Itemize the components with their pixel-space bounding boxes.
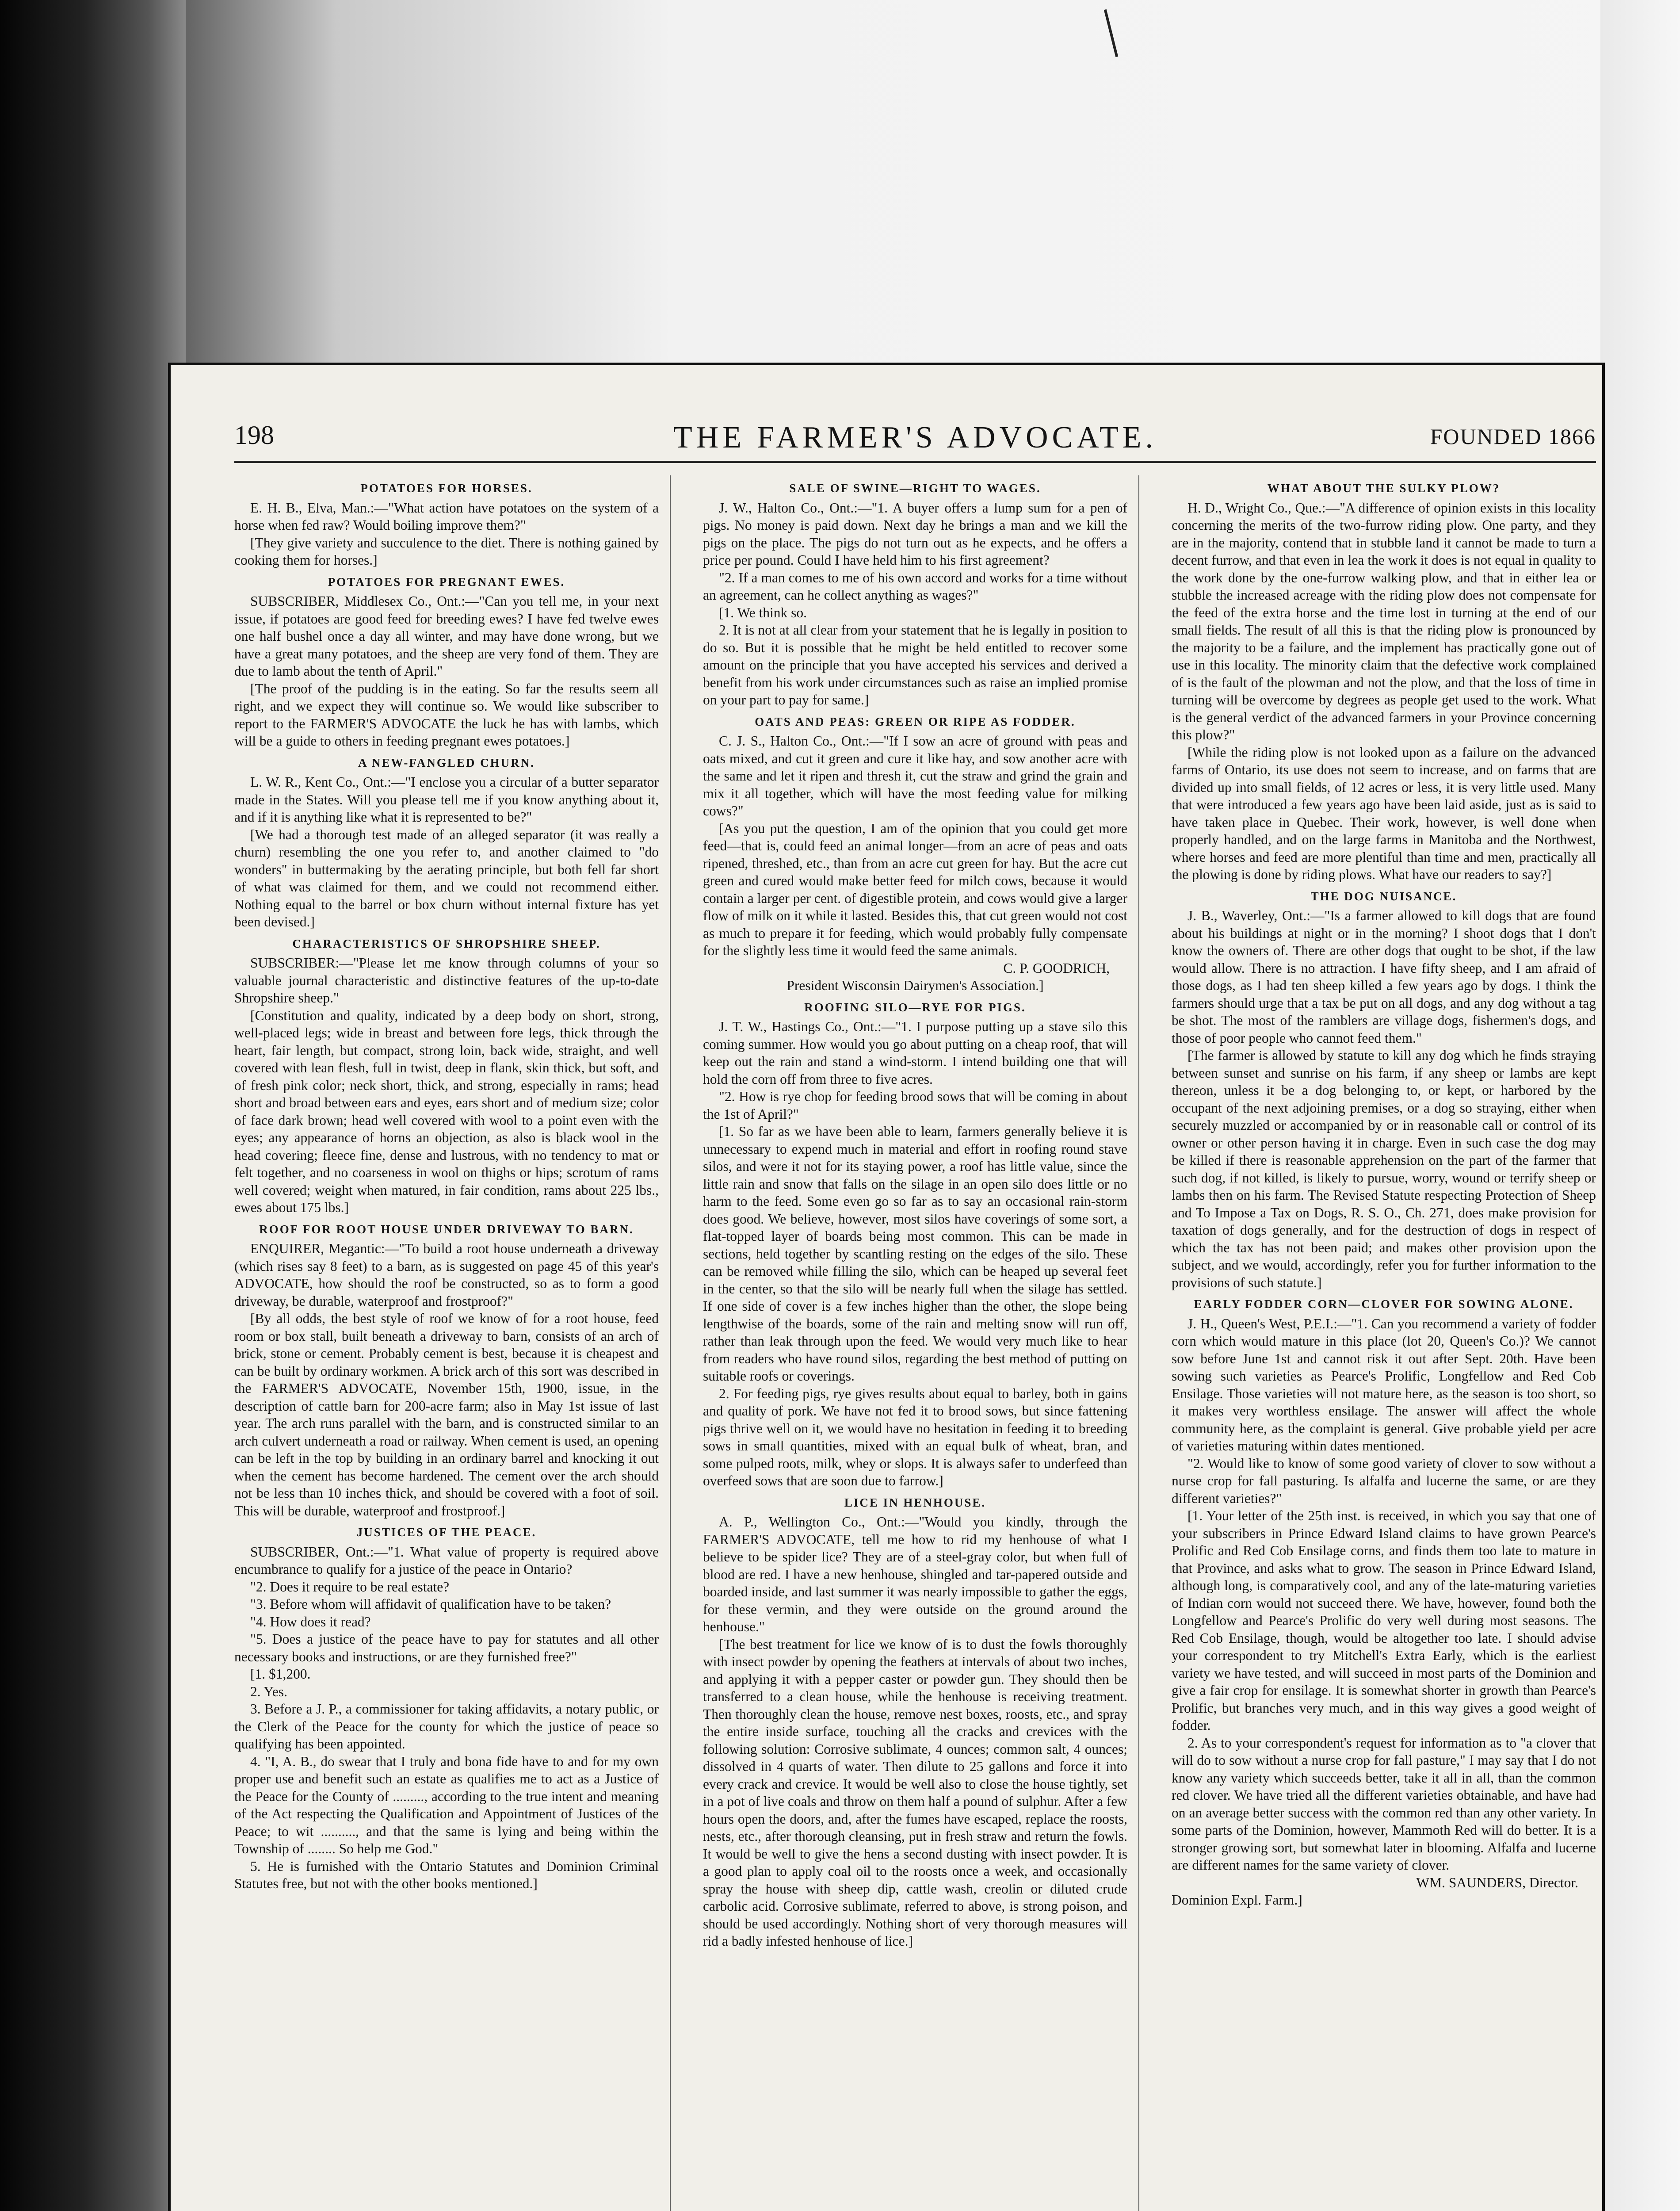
paragraph: J. B., Waverley, Ont.:—"Is a farmer allowed to kill dogs that are found about his buildings at night or in the morning? I shoot dogs that I don't know the owners of. There are other dogs that ought to be shot, if the law would allow. There is no attraction. I have fifty sheep, and I am afraid of those dogs, as I had ten sheep killed a few years ago by dogs. I think the farmers should urge that a tax be put on all dogs, and any dog without a tag be shot. The most of the ramblers are village dogs, fishermen's dogs, and those of poor people who cannot feed them." bbox=[1172, 908, 1596, 1046]
column-1 bbox=[234, 475, 659, 2211]
paragraph: SUBSCRIBER:—"Please let me know through columns of your so valuable journal characteristic and distinctive features of the up-to-date Shropshire sheep." bbox=[234, 955, 659, 1006]
signature: WM. SAUNDERS, Director. bbox=[1416, 1874, 1578, 1890]
paragraph: [The farmer is allowed by statute to kill any dog which he finds straying between sunset and sunrise on his farm, if any sheep or lambs are kept thereon, unless it be a dog belonging to, or kept, or harbored by the occupant of the next adjoining premises, or a dog so straying, either when securely muzzled or accompanied by or in reasonable call or control of its owner or other person having it in charge. Even in such case the dog may be killed if there is reasonable apprehension on the part of the farmer that such dog, if not killed, is likely to pursue, worry, wound or terrify sheep or lambs then on his farm. The Revised Statute respecting Protection of Sheep and To Impose a Tax on Dogs, R. S. O., Ch. 271, does make provision for taxation of dogs generally, and for the destruction of dogs in respect of which the tax has not been paid; and makes other provision upon the subject, and we would, accordingly, refer you for further information to the provisions of such statute.] bbox=[1172, 1048, 1596, 1290]
paragraph: "2. If a man comes to me of his own accord and works for a time without an agreement, can he collect anything as wages?" bbox=[703, 570, 1127, 603]
article-heading: JUSTICES OF THE PEACE. bbox=[356, 1526, 537, 1539]
article-heading: SALE OF SWINE—RIGHT TO WAGES. bbox=[789, 482, 1041, 495]
article-heading: ROOF FOR ROOT HOUSE UNDER DRIVEWAY TO BARN. bbox=[259, 1222, 634, 1236]
paragraph: [1. Your letter of the 25th inst. is received, in which you say that one of your subscribers in Prince Edward Island claims to have grown Pearce's Prolific and Red Cob Ensilage corns, and finds them too late to mature in that Province, and asks what to grow. The season in Prince Edward Island, although long, is comparatively cool, and any of the late-maturing varieties of Indian corn would not succeed there. We have, however, found both the Longfellow and Pearce's Prolific do very well during most seasons. The Red Cob Ensilage, though, would be altogether too late. I should advise your correspondent to try Mitchell's Extra Early, which is the earliest variety we have tested, and will succeed in most parts of the Dominion and give a fair crop for ensilage. It is somewhat shorter in growth than Pearce's Prolific, but branches very much, and in this way gives a good weight of fodder. bbox=[1172, 1508, 1596, 1733]
article-heading: A NEW-FANGLED CHURN. bbox=[358, 756, 535, 769]
column-3 bbox=[1172, 475, 1596, 2211]
paragraph: [The best treatment for lice we know of is to dust the fowls thoroughly with insect powder by opening the feathers at intervals of about two inches, and applying it with a pepper caster or powder gun. They should then be transferred to a clean house, while the henhouse is receiving treatment. Then thoroughly clean the house, remove nest boxes, roosts, etc., and spray the entire inside surface, touching all the cracks and crevices with the following solution: Corrosive sublimate, 4 ounces; common salt, 4 ounces; dissolved in 4 quarts of water. Then dilute to 25 gallons and force it into every crack and crevice. It would be well also to close the house tightly, set in a pot of live coals and throw on them half a pound of sulphur. After a few hours open the doors, and, after the fumes have escaped, replace the roosts, nests, etc., after thorough cleansing, put in fresh straw and return the fowls. It would be well to give the hens a second dusting with insect powder. It is a good plan to apply coal oil to the roosts once a week, and occasionally spray the house with sheep dip, cattle wash, creolin or diluted crude carbolic acid. Corrosive sublimate, referred to above, is strong poison, and should be used accordingly. Nothing short of very thorough measures will rid a badly infested henhouse of lice.] bbox=[703, 1636, 1127, 1949]
article-heading: THE DOG NUISANCE. bbox=[1310, 889, 1457, 903]
page-number: 198 bbox=[234, 421, 274, 450]
scan-background-top bbox=[0, 0, 1680, 363]
paragraph: L. W. R., Kent Co., Ont.:—"I enclose you a circular of a butter separator made in the States. Will you please tell me if you know anything about it, and if it is anything like what it is represented to be?" bbox=[234, 774, 659, 825]
paragraph: 2. It is not at all clear from your statement that he is legally in position to do so. But it is possible that he might be held entitled to recover some amount on the principle that you have accepted his services and derived a benefit from his work under circumstances such as raise an implied promise on your part to pay for same.] bbox=[703, 622, 1127, 708]
paragraph: ENQUIRER, Megantic:—"To build a root house underneath a driveway (which rises say 8 feet) to a barn, as is suggested on page 45 of this year's ADVOCATE, how should the roof be constructed, so as to form a good driveway, be durable, waterproof and frostproof?" bbox=[234, 1241, 659, 1309]
paragraph: A. P., Wellington Co., Ont.:—"Would you kindly, through the FARMER'S ADVOCATE, tell me how to rid my henhouse of what I believe to be spider lice? They are of a steel-gray color, but when full of blood are red. I have a new henhouse, shingled and tar-papered outside and boarded inside, and last summer it was nearly impossible to gather the eggs, for these vermin, and they were outside on the ground around the henhouse." bbox=[703, 1514, 1127, 1634]
paragraph: 4. "I, A. B., do swear that I truly and bona fide have to and for my own proper use and benefit such an estate as qualifies me to act as a Justice of the Peace for the County of ........., according to the true intent and meaning of the Act respecting the Qualification and Appointment of Justices of the Peace; to wit .........., and that the same is lying and being within the Township of ........ So help me God." bbox=[234, 1753, 659, 1856]
scan-background-left bbox=[0, 0, 186, 2211]
article-heading: CHARACTERISTICS OF SHROPSHIRE SHEEP. bbox=[292, 937, 601, 950]
signature-title: President Wisconsin Dairymen's Association.] bbox=[787, 978, 1044, 993]
founded-note: FOUNDED 1866 bbox=[1430, 424, 1596, 449]
paragraph: [They give variety and succulence to the diet. There is nothing gained by cooking them for horses.] bbox=[234, 535, 659, 568]
paragraph: [The proof of the pudding is in the eating. So far the results seem all right, and we expect they will continue so. We would like subscriber to report to the FARMER'S ADVOCATE the luck he has with lambs, which will be a guide to others in feeding pregnant ewes potatoes.] bbox=[234, 681, 659, 749]
paragraph: 3. Before a J. P., a commissioner for taking affidavits, a notary public, or the Clerk of the Peace for the county for which the justice of peace so qualifying has been appointed. bbox=[234, 1701, 659, 1752]
masthead-title: THE FARMER'S ADVOCATE. bbox=[673, 421, 1157, 455]
paragraph: J. H., Queen's West, P.E.I.:—"1. Can you recommend a variety of fodder corn which would mature in this place (lot 20, Queen's Co.)? We cannot sow before June 1st and cannot risk it out after Sept. 20th. Have been sowing such varieties as Pearce's Prolific, Longfellow and Red Cob Ensilage. Those varieties will not mature here, as the season is too short, so it makes very worthless ensilage. The answer will affect the whole community here, as the complaint is general. Give probable yield per acre of varieties maturing within dates mentioned. bbox=[1172, 1316, 1596, 1454]
column-divider bbox=[1138, 475, 1139, 2211]
paragraph: "5. Does a justice of the peace have to pay for statutes and all other necessary books and instructions, or are they furnished free?" bbox=[234, 1631, 659, 1664]
article-heading: POTATOES FOR HORSES. bbox=[360, 482, 533, 495]
paragraph: [While the riding plow is not looked upon as a failure on the advanced farms of Ontario, its use does not seem to increase, and on farms that are divided up into small fields, of 12 acres or less, it is very little used. Many that were introduced a few years ago have been laid aside, just as is said to have taken place in Quebec. Their work, however, is well done when properly handled, and on the large farms in Manitoba and the Northwest, where horses and feed are more plentiful than time and men, practically all the plowing is done by riding plows. What have our readers to say?] bbox=[1172, 744, 1596, 882]
paragraph: [1. We think so. bbox=[719, 604, 807, 620]
paragraph: 2. For feeding pigs, rye gives results about equal to barley, both in gains and quality of pork. We have not fed it to brood sows, but since fattening pigs thrive well on it, we would have no hesitation in feeding it to breeding sows in small quantities, mixed with an equal bulk of wheat, bran, and some pulped roots, milk, whey or slops. It is always safer to underfeed than overfeed sows that are soon due to farrow.] bbox=[703, 1385, 1127, 1488]
article-heading: LICE IN HENHOUSE. bbox=[844, 1496, 986, 1509]
paragraph: J. T. W., Hastings Co., Ont.:—"1. I purpose putting up a stave silo this coming summer. How would you go about putting on a cheap roof, that will keep out the rain and stand a wind-storm. I intend building one that will hold the corn off from three to five acres. bbox=[703, 1019, 1127, 1087]
paragraph: [By all odds, the best style of roof we know of for a root house, feed room or box stall, built beneath a driveway to barn, consists of an arch of brick, stone or cement. Probably cement is best, because it is cheapest and can be built by ordinary workmen. A brick arch of this sort was described in the FARMER'S ADVOCATE, November 15th, 1900, issue, in the description of cattle barn for 200-acre farm; also in May 1st issue of last year. The arch runs parallel with the barn, and is constructed similar to an arch culvert underneath a road or railway. When cement is used, an opening can be left in the top by building in an ordinary barrel and knocking it out when the cement has become hardened. The cement over the arch should not be less than 10 inches thick, and should be covered with a foot of soil. This will be durable, waterproof and frostproof.] bbox=[234, 1311, 659, 1519]
page-header bbox=[234, 420, 1596, 460]
paragraph: C. J. S., Halton Co., Ont.:—"If I sow an acre of ground with peas and oats mixed, and cut it green and cure it like hay, and sow another acre with the same and let it ripen and thresh it, cut the straw and grind the grain and mix it all together, which will have the most feeding value for milking cows?" bbox=[703, 733, 1127, 819]
column-2 bbox=[703, 475, 1127, 2211]
paragraph: "2. How is rye chop for feeding brood sows that will be coming in about the 1st of April?" bbox=[703, 1089, 1127, 1122]
article-heading: WHAT ABOUT THE SULKY PLOW? bbox=[1267, 482, 1501, 495]
article-heading: OATS AND PEAS: GREEN OR RIPE AS FODDER. bbox=[755, 715, 1076, 728]
paragraph: 2. As to your correspondent's request for information as to "a clover that will do to sow without a nurse crop for fall pasture," I may say that I do not know any variety which succeeds better, take it all in all, than the common red clover. We have tried all the different varieties obtainable, and have had on an average better success with the common red than any other variety. In some parts of the Dominion, however, Mammoth Red will do better. It is a stronger growing sort, but somewhat later in blooming. Alfalfa and lucerne are different names for the same variety of clover. bbox=[1172, 1735, 1596, 1873]
article-heading: EARLY FODDER CORN—CLOVER FOR SOWING ALONE. bbox=[1194, 1297, 1574, 1311]
paragraph: [1. $1,200. bbox=[250, 1666, 311, 1682]
paragraph: "3. Before whom will affidavit of qualification have to be taken? bbox=[250, 1596, 611, 1612]
paragraph: J. W., Halton Co., Ont.:—"1. A buyer offers a lump sum for a pen of pigs. No money is paid down. Next day he brings a man and we kill the pigs on the place. The pigs do not turn out as he expects, and he offers a price per pound. Could I have held him to his first agreement? bbox=[703, 500, 1127, 568]
signature: C. P. GOODRICH, bbox=[1003, 960, 1110, 976]
scan-background-right bbox=[1600, 0, 1680, 2211]
header-rule bbox=[234, 461, 1596, 463]
paragraph: [As you put the question, I am of the opinion that you could get more feed—that is, could feed an animal longer—from an acre of peas and oats ripened, threshed, etc., than from an acre cut green for hay. But the acre cut green and cured would make better feed for milch cows, because it would contain a larger per cent. of digestible protein, and cows would give a larger flow of milk on it while it lasted. Besides this, that cut green would not cost as much to prepare it for feeding, which would probably fully compensate for the slightly less time it would feed the same animals. bbox=[703, 820, 1127, 958]
paragraph: "4. How does it read? bbox=[250, 1614, 371, 1630]
paragraph: [1. So far as we have been able to learn, farmers generally believe it is unnecessary to expend much in material and effort in roofing round stave silos, and were it not for its staying power, a roof has little value, since the little rain and snow that falls on the silage in an open silo does little or no harm to the feed. Some even go so far as to say an occasional rain-storm does good. We believe, however, most silos have coverings of some sort, a flat-topped layer of boards being most common. This can be made in sections, held together by scantling resting on the edges of the silo. These can be removed while filling the silo, which can be heaped up several feet in the center, so that the silo will be nearly full when the silage has settled. If one side of cover is a few inches higher than the other, the slope being lengthwise of the boards, some of the rain and melting snow will run off, rather than leak through upon the feed. We would very much like to hear from readers who have round silos, regarding the best method of putting on suitable roofs or coverings. bbox=[703, 1124, 1127, 1384]
paragraph: "2. Would like to know of some good variety of clover to sow without a nurse crop for fall pasturing. Is alfalfa and lucerne the same, or are they different varieties?" bbox=[1172, 1455, 1596, 1506]
paragraph: 5. He is furnished with the Ontario Statutes and Dominion Criminal Statutes free, but not with the other books mentioned.] bbox=[234, 1858, 659, 1891]
paragraph: E. H. B., Elva, Man.:—"What action have potatoes on the system of a horse when fed raw? Would boiling improve them?" bbox=[234, 500, 659, 533]
paragraph: SUBSCRIBER, Middlesex Co., Ont.:—"Can you tell me, in your next issue, if potatoes are good feed for breeding ewes? I have fed twelve ewes one half bushel once a day all winter, and may have done wrong, but we have a great many potatoes, and the sheep are very fond of them. They are due to lamb about the tenth of April." bbox=[234, 593, 659, 679]
paragraph: "2. Does it require to be real estate? bbox=[250, 1579, 450, 1595]
newspaper-page bbox=[168, 363, 1605, 2211]
paragraph: 2. Yes. bbox=[250, 1683, 288, 1699]
article-heading: POTATOES FOR PREGNANT EWES. bbox=[328, 575, 565, 589]
column-divider bbox=[670, 475, 671, 2211]
paragraph: [Constitution and quality, indicated by a deep body on short, strong, well-placed legs; wide in breast and between fore legs, thick through the heart, fair length, but compact, strong loin, back wide, straight, and well covered with lean flesh, full in twist, deep in flank, skin thick, but soft, and of fresh pink color; neck short, thick, and strong, especially in rams; head short and broad between ears and eyes, ears short and of medium size; color of face dark brown; head well covered with wool to a point even with the eyes; any appearance of horns an objection, as also is black wool in the head covering; fleece fine, dense and lustrous, with no tendency to mat or felt together, and no coarseness in wool on thighs or hips; scrotum of rams well covered; weight when matured, in fair condition, rams about 225 lbs., ewes about 175 lbs.] bbox=[234, 1007, 659, 1215]
paragraph: SUBSCRIBER, Ont.:—"1. What value of property is required above encumbrance to qualify for a justice of the peace in Ontario? bbox=[234, 1544, 659, 1577]
paragraph: H. D., Wright Co., Que.:—"A difference of opinion exists in this locality concerning the merits of the two-furrow riding plow. One party, and they are in the majority, contend that in stubble land it cannot be made to turn a decent furrow, and that even in lea the work it does is not equal in quality to the work done by the one-furrow walking plow, and that in either lea or stubble the increased acreage with the riding plow does not compensate for the feed of the extra horse and the time lost in turning at the end of our small fields. The result of all this is that the riding plow is pronounced by the majority to be a failure, and the implement has practically gone out of use in this locality. The minority claim that the defective work complained of is the fault of the plowman and not the plow, and that the loss of time in turning will be overcome by degrees as people get used to the work. What is the general verdict of the advanced farmers in your Province concerning this plow?" bbox=[1172, 500, 1596, 742]
article-heading: ROOFING SILO—RYE FOR PIGS. bbox=[804, 1000, 1026, 1014]
paragraph: [We had a thorough test made of an alleged separator (it was really a churn) resembling the one you refer to, and another claimed to "do wonders" in buttermaking by the aerating principle, but both fell far short of what was claimed for them, and we could not recommend either. Nothing equal to the barrel or box churn without internal fixture has yet been devised.] bbox=[234, 826, 659, 930]
paragraph: Dominion Expl. Farm.] bbox=[1172, 1892, 1302, 1908]
